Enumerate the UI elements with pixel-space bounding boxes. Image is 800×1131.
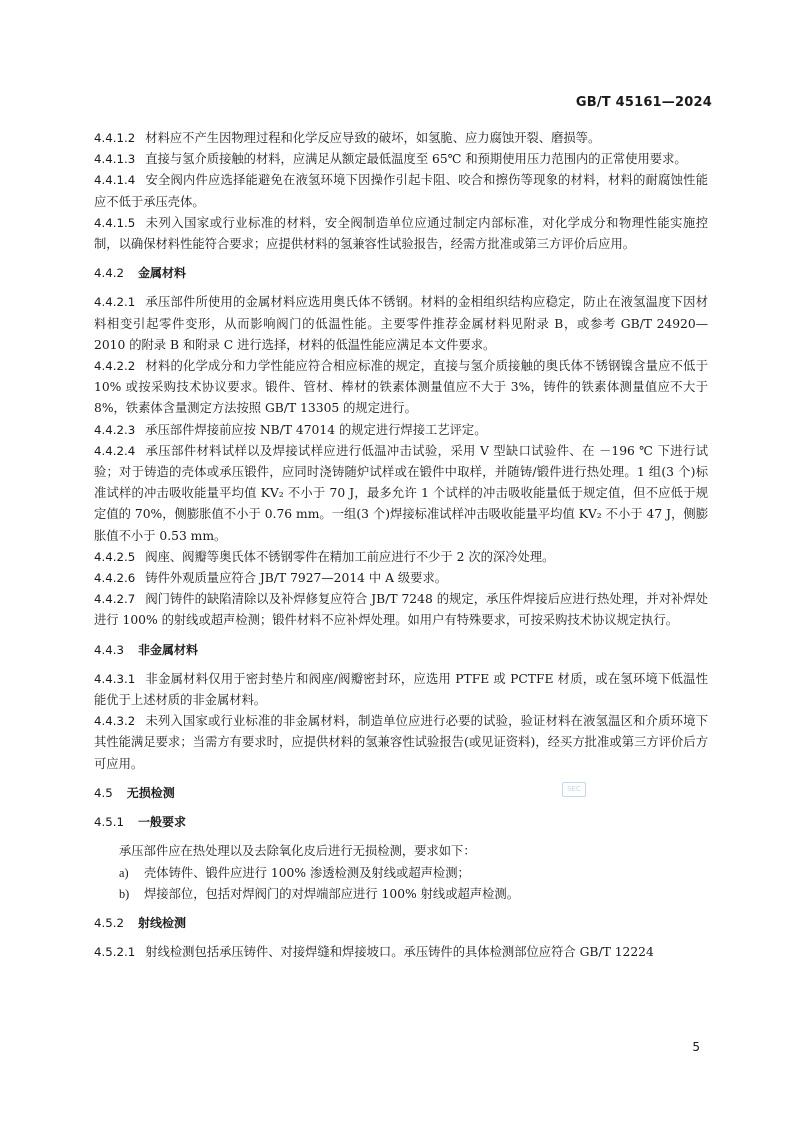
clause-paragraph bbox=[94, 441, 708, 547]
clause-text: 非金属材料仅用于密封垫片和阀座/阀瓣密封环，应选用 PTFE 或 PCTFE 材质，或在氢环境下低温性能优于上述材质的非金属材料。 bbox=[94, 671, 708, 708]
clause-paragraph bbox=[94, 292, 708, 356]
clause-number: 4.4.2.4 bbox=[94, 443, 136, 458]
clause-text: 承压部件焊接前应按 NB/T 47014 的规定进行焊接工艺评定。 bbox=[145, 422, 487, 437]
intro-paragraph: 承压部件应在热处理以及去除氧化皮后进行无损检测，要求如下： bbox=[119, 844, 476, 859]
clause-number: 4.4.2.1 bbox=[94, 295, 136, 310]
clause-number: 4.4.2.6 bbox=[94, 571, 136, 586]
list-item-text: 焊接部位，包括对焊阀门的对焊端部应进行 100% 射线或超声检测。 bbox=[144, 886, 519, 901]
section-number: 4.5.1 bbox=[94, 815, 125, 830]
clause-paragraph bbox=[94, 669, 708, 711]
page-number: 5 bbox=[692, 1040, 700, 1054]
clause-number: 4.4.1.3 bbox=[94, 152, 136, 167]
clause-text: 材料的化学成分和力学性能应符合相应标准的规定，直接与氢介质接触的奥氏体不锈钢镍含量应不低于 10% 或按采购技术协议要求。锻件、管材、棒材的铁素体测量值应不大于 3%，铸件的铁素体测量值应不大于 8%，铁素体含量测定方法按照 GB/T 13305 的规定进行。 bbox=[94, 359, 708, 416]
clause-paragraph bbox=[94, 356, 708, 420]
clause-paragraph bbox=[94, 589, 708, 631]
body-text bbox=[94, 128, 708, 963]
clause-text: 承压部件所使用的金属材料应选用奥氏体不锈钢。材料的金相组织结构应稳定，防止在液氢温度下因材料相变引起零件变形，从而影响阀门的低温性能。主要零件推荐金属材料见附录 B，或参考 GB/T 24920—2010 的附录 B 和附录 C 进行选择，材料的低温性能应满足本文件要求。 bbox=[94, 295, 708, 352]
clause-number: 4.4.1.2 bbox=[94, 131, 136, 145]
watermark-stamp-icon: SEC bbox=[562, 782, 586, 797]
section-title: 一般要求 bbox=[138, 815, 187, 830]
clause-number: 4.4.2.2 bbox=[94, 359, 136, 374]
clause-text: 安全阀内件应选择能避免在液氢环境下因操作引起卡阻、咬合和擦伤等现象的材料，材料的耐腐蚀性能应不低于承压壳体。 bbox=[94, 173, 708, 209]
clause-paragraph bbox=[94, 128, 708, 149]
clause-text: 射线检测包括承压铸件、对接焊缝和焊接坡口。承压铸件的具体检测部位应符合 GB/T 12224 bbox=[145, 945, 654, 960]
clause-paragraph bbox=[94, 149, 708, 170]
clause-number: 4.4.1.5 bbox=[94, 215, 136, 230]
clause-number: 4.4.3.2 bbox=[94, 714, 136, 729]
list-item-label: a) bbox=[119, 865, 129, 880]
section-number: 4.4.3 bbox=[94, 642, 125, 657]
clause-paragraph bbox=[94, 568, 708, 589]
standard-number: GB/T 45161—2024 bbox=[575, 95, 712, 110]
clause-text: 直接与氢介质接触的材料，应满足从额定最低温度至 65℃ 和预期使用压力范围内的正常使用要求。 bbox=[145, 152, 687, 167]
section-number: 4.4.2 bbox=[94, 266, 125, 281]
clause-text: 阀门铸件的缺陷清除以及补焊修复应符合 JB/T 7248 的规定，承压件焊接后应进行热处理，并对补焊处进行 100% 的射线或超声检测；锻件材料不应补焊处理。如用户有特殊要求，可按采购技术协议规定执行。 bbox=[94, 592, 708, 628]
clause-paragraph bbox=[94, 170, 708, 212]
list-item-label: b) bbox=[119, 886, 130, 901]
clause-text: 铸件外观质量应符合 JB/T 7927—2014 中 A 级要求。 bbox=[145, 571, 448, 586]
clause-number: 4.4.2.3 bbox=[94, 422, 136, 437]
clause-number: 4.4.1.4 bbox=[94, 173, 136, 188]
clause-paragraph bbox=[94, 711, 708, 775]
clause-text: 未列入国家或行业标准的非金属材料，制造单位应进行必要的试验，验证材料在液氢温区和介质环境下其性能满足要求；当需方有要求时，应提供材料的氢兼容性试验报告(或见证资料)，经买方批准或第三方评价后方可应用。 bbox=[94, 714, 708, 771]
clause-number: 4.4.2.7 bbox=[94, 592, 136, 607]
clause-text: 未列入国家或行业标准的材料，安全阀制造单位应通过制定内部标准，对化学成分和物理性能实施控制，以确保材料性能符合要求；应提供材料的氢兼容性试验报告，经需方批准或第三方评价后应用。 bbox=[94, 215, 708, 252]
section-heading bbox=[94, 913, 708, 934]
section-number: 4.5 bbox=[94, 785, 113, 800]
clause-number: 4.4.3.1 bbox=[94, 671, 136, 686]
clause-number: 4.4.2.5 bbox=[94, 549, 136, 564]
section-heading bbox=[94, 783, 708, 804]
clause-text: 阀座、阀瓣等奥氏体不锈钢零件在精加工前应进行不少于 2 次的深冷处理。 bbox=[145, 549, 555, 564]
clause-text: 承压部件材料试样以及焊接试样应进行低温冲击试验，采用 V 型缺口试验件、在 －196 ℃ 下进行试验；对于铸造的壳体或承压锻件，应同时浇铸随炉试样或在锻件中取样，并随铸/锻件进行热处理。1 组(3 个)标准试样的冲击吸收能量平均值 KV₂ 不小于 70 J，最多允许 1 个试样的冲击吸收能量低于规定值，但不应低于规定值的 70%，侧膨胀值不小于 0.76 mm。一组(3 个)焊接标准试样冲击吸收能量平均值 KV₂ 不小于 47 J，侧膨胀值不小于 0.53 mm。 bbox=[94, 443, 708, 543]
list-item bbox=[94, 884, 708, 905]
clause-text: 材料应不产生因物理过程和化学反应导致的破坏，如氢脆、应力腐蚀开裂、磨损等。 bbox=[145, 131, 601, 145]
section-heading bbox=[94, 812, 708, 833]
section-heading bbox=[94, 263, 708, 284]
clause-number: 4.5.2.1 bbox=[94, 945, 136, 960]
clause-paragraph bbox=[94, 547, 708, 568]
list-item-text: 壳体铸件、锻件应进行 100% 渗透检测及射线或超声检测； bbox=[144, 865, 470, 880]
list-item bbox=[94, 863, 708, 884]
section-title: 无损检测 bbox=[126, 785, 175, 800]
section-title: 射线检测 bbox=[138, 915, 187, 930]
clause-paragraph bbox=[94, 213, 708, 255]
section-title: 金属材料 bbox=[138, 266, 187, 281]
clause-paragraph bbox=[94, 942, 708, 963]
section-number: 4.5.2 bbox=[94, 915, 125, 930]
section-title: 非金属材料 bbox=[138, 642, 199, 657]
section-heading bbox=[94, 640, 708, 661]
clause-paragraph bbox=[94, 420, 708, 441]
